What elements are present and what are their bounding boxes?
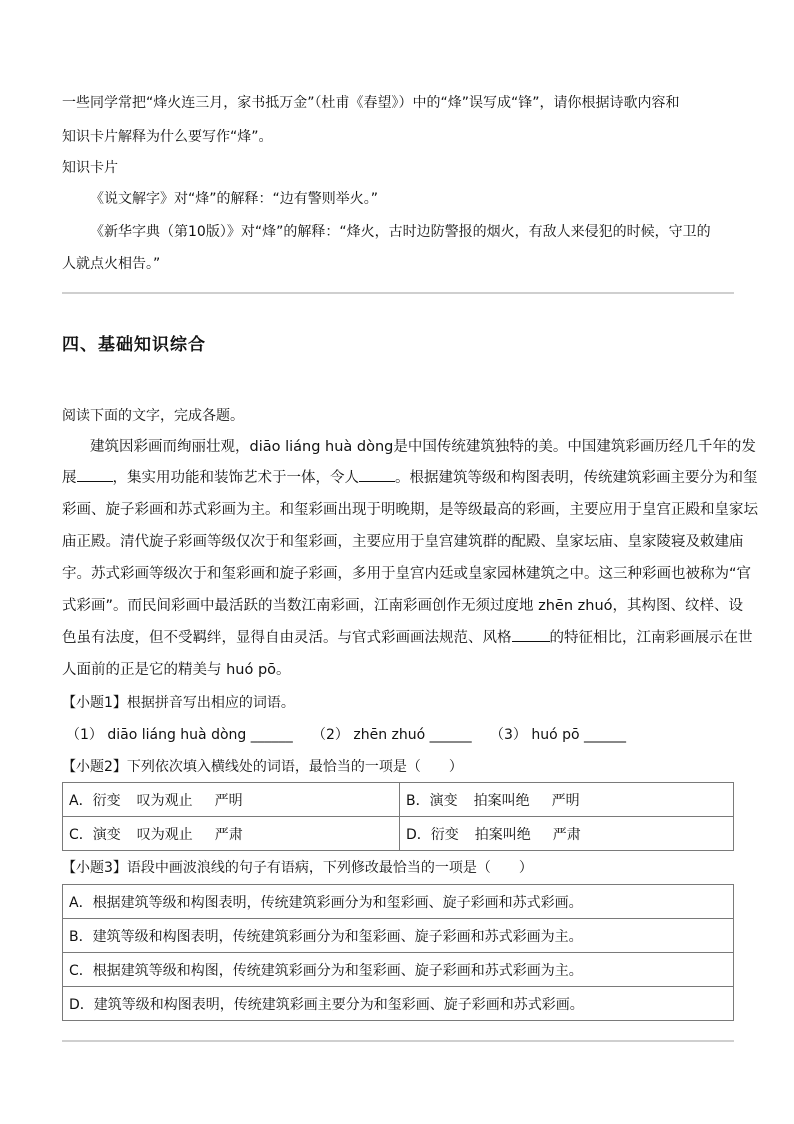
question-2-option-a[interactable]: A．衍变 叹为观止 严明 <box>63 783 400 817</box>
question-1-label: 【小题1】根据拼音写出相应的词语。 <box>62 695 295 711</box>
section-divider-top <box>62 292 734 294</box>
question-2-label: 【小题2】下列依次填入横线处的词语，最恰当的一项是（ ） <box>62 759 463 775</box>
question-1-item-3: （3） huó pō ______ <box>490 727 627 743</box>
passage-line-7: 色虽有法度，但不受羁绊，显得自由灵活。与官式彩画画法规范、风格 的特征相比，江南彩画展示在世 <box>62 630 753 646</box>
passage-line-3: 彩画、旋子彩画和苏式彩画为主。和玺彩画出现于明晚期，是等级最高的彩画，主要应用于皇宫正殿和皇家坛 <box>62 502 758 518</box>
question-2-option-c[interactable]: C．演变 叹为观止 严肃 <box>63 817 400 851</box>
passage-line-6: 式彩画”。而民间彩画中最活跃的当数江南彩画，江南彩画创作无须过度地 zhēn zhuó，其构图、纹样、设 <box>62 598 744 614</box>
question-2-option-d[interactable]: D．衍变 拍案叫绝 严肃 <box>400 817 734 851</box>
passage-line-5: 宇。苏式彩画等级次于和玺彩画和旋子彩画，多用于皇宫内廷或皇家园林建筑之中。这三种彩画也被称为“官 <box>62 566 752 582</box>
intro-question-line-1: 一些同学常把“烽火连三月，家书抵万金”（杜甫《春望》）中的“烽”误写成“锋”，请你根据诗歌内容和 <box>62 95 680 111</box>
knowledge-card-title: 知识卡片 <box>62 160 118 176</box>
question-3-option-b[interactable]: B．建筑等级和构图表明，传统建筑彩画分为和玺彩画、旋子彩画和苏式彩画为主。 <box>63 919 734 953</box>
question-3-option-a[interactable]: A．根据建筑等级和构图表明，传统建筑彩画分为和玺彩画、旋子彩画和苏式彩画。 <box>63 885 734 919</box>
fill-blank-1 <box>77 469 113 482</box>
question-2-options-table <box>62 782 734 851</box>
reading-instruction: 阅读下面的文字，完成各题。 <box>62 408 244 424</box>
question-1-item-1: （1） diāo liáng huà dòng ______ <box>66 727 293 743</box>
section-divider-bottom <box>62 1040 734 1042</box>
question-1-item-2: （2） zhēn zhuó ______ <box>312 727 472 743</box>
knowledge-card-xinhua-line-2: 人就点火相告。” <box>62 256 161 272</box>
question-3-label: 【小题3】语段中画波浪线的句子有语病，下列修改最恰当的一项是（ ） <box>62 860 533 876</box>
knowledge-card-shuowen: 《说文解字》对“烽”的解释：“边有警则举火。” <box>90 191 379 207</box>
knowledge-card-xinhua-line-1: 《新华字典（第10版）》对“烽”的解释：“烽火，古时边防警报的烟火，有敌人来侵犯的时候，守卫的 <box>90 224 711 240</box>
passage-line-4: 庙正殿。清代旋子彩画等级仅次于和玺彩画，主要应用于皇宫建筑群的配殿、皇家坛庙、皇家陵寝及敕建庙 <box>62 534 744 550</box>
question-3-options-table <box>62 884 734 1021</box>
passage-line-2: 展 ，集实用功能和装饰艺术于一体，令人 。根据建筑等级和构图表明，传统建筑彩画主要分为和玺 <box>62 470 758 486</box>
question-3-option-c[interactable]: C．根据建筑等级和构图，传统建筑彩画分为和玺彩画、旋子彩画和苏式彩画为主。 <box>63 953 734 987</box>
fill-blank-3 <box>512 629 550 642</box>
question-2-option-b[interactable]: B．演变 拍案叫绝 严明 <box>400 783 734 817</box>
section-title: 四、基础知识综合 <box>62 335 206 355</box>
intro-question-line-2: 知识卡片解释为什么要写作“烽”。 <box>62 129 273 145</box>
passage-line-8: 人面前的正是它的精美与 huó pō。 <box>62 662 291 678</box>
question-3-option-d[interactable]: D．建筑等级和构图表明，传统建筑彩画主要分为和玺彩画、旋子彩画和苏式彩画。 <box>63 987 734 1021</box>
fill-blank-2 <box>359 469 395 482</box>
passage-line-1: 建筑因彩画而绚丽壮观，diāo liáng huà dòng是中国传统建筑独特的美。中国建筑彩画历经几千年的发 <box>90 439 756 455</box>
